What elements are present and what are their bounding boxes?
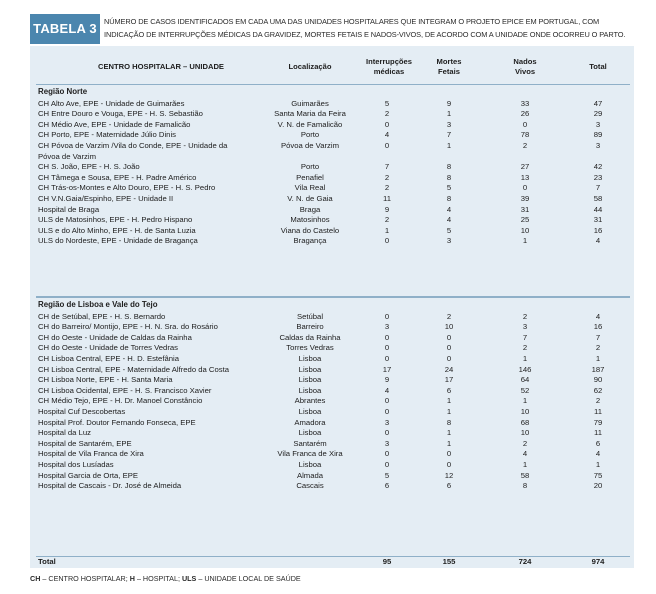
unit-cell: CH Médio Tejo, EPE - H. Dr. Manoel Constâncio (38, 396, 203, 406)
live-births-cell: 2 (522, 311, 528, 321)
unit-cell: CH Lisboa Central, EPE - Maternidade Alfredo da Costa (38, 364, 230, 374)
location-cell: Penafiel (296, 172, 324, 182)
unit-cell: CH Alto Ave, EPE - Unidade de Guimarães (38, 98, 185, 108)
total-cell: 47 (593, 98, 603, 108)
live-births-cell: 10 (520, 407, 530, 416)
live-births-cell: 146 (518, 364, 532, 374)
live-births-cell: 3 (522, 322, 528, 332)
fetal-deaths-cell: 9 (446, 98, 452, 108)
live-births-cell: 39 (520, 194, 530, 203)
location-cell: Santa Maria da Feira (274, 109, 346, 119)
total-cell: 44 (593, 204, 603, 214)
location-cell: Viana do Castelo (280, 225, 340, 235)
fetal-deaths-cell: 1 (446, 438, 452, 448)
unit-cell: Hospital de Vila Franca de Xira (38, 449, 144, 459)
live-births-cell: 68 (520, 417, 530, 427)
fetal-deaths-cell: 10 (444, 322, 454, 332)
fetal-deaths-cell: 1 (446, 396, 452, 406)
col-interruptions: Interrupções médicas (366, 57, 412, 76)
interruptions-cell: 0 (384, 460, 390, 469)
unit-cell: CH Lisboa Norte, EPE - H. Santa Maria (38, 375, 173, 385)
footnote: CH – CENTRO HOSPITALAR; H – HOSPITAL; ULS – UNIDADE LOCAL DE SAÚDE (30, 574, 301, 583)
total-cell: 2 (595, 343, 601, 353)
unit-cell: CH Porto, EPE - Maternidade Júlio Dinis (38, 130, 177, 140)
location-cell: Lisboa (298, 385, 322, 395)
unit-cell: Hospital de Cascais - Dr. José de Almeida (38, 481, 182, 491)
total-cell: 4 (595, 236, 601, 246)
total-cell: 20 (593, 481, 603, 491)
total-fetal-deaths: 155 (442, 557, 456, 566)
fetal-deaths-cell: 3 (446, 119, 452, 129)
interruptions-cell: 0 (384, 396, 390, 406)
live-births-cell: 4 (522, 449, 528, 459)
total-cell: 75 (593, 470, 603, 480)
unit-cell: Hospital Garcia de Orta, EPE (38, 470, 138, 480)
live-births-cell: 26 (520, 109, 530, 119)
live-births-cell: 0 (522, 183, 528, 193)
location-cell: Lisboa (298, 407, 322, 416)
region-divider (36, 296, 630, 298)
interruptions-cell: 2 (384, 215, 390, 225)
unit-cell: Hospital de Santarém, EPE (38, 438, 132, 448)
interruptions-cell: 0 (384, 449, 390, 459)
total-cell: 42 (593, 162, 603, 172)
fetal-deaths-cell: 6 (446, 385, 452, 395)
location-cell: Lisboa (298, 460, 322, 469)
fetal-deaths-cell: 7 (446, 130, 452, 140)
fetal-deaths-cell: 4 (446, 215, 452, 225)
fetal-deaths-cell: 24 (444, 364, 454, 374)
unit-cell: ULS e do Alto Minho, EPE - H. de Santa Luzia (38, 225, 196, 235)
unit-cell: CH Entre Douro e Vouga, EPE - H. S. Sebastião (38, 109, 203, 119)
header-rule (36, 84, 630, 85)
fetal-deaths-cell: 5 (446, 225, 452, 235)
location-cell: Abrantes (294, 396, 326, 406)
table-header (30, 8, 634, 46)
location-cell: Bragança (293, 236, 327, 246)
location-cell: V. N. de Famalicão (277, 119, 343, 129)
live-births-cell: 27 (520, 162, 530, 172)
total-cell: 1 (595, 460, 601, 469)
live-births-cell: 31 (520, 204, 530, 214)
interruptions-cell: 0 (384, 311, 390, 321)
location-cell: Torres Vedras (286, 343, 334, 353)
unit-cell: CH V.N.Gaia/Espinho, EPE - Unidade II (38, 194, 174, 203)
total-cell: 23 (593, 172, 603, 182)
fetal-deaths-cell: 0 (446, 449, 452, 459)
interruptions-cell: 9 (384, 375, 390, 385)
unit-cell: CH do Oeste - Unidade de Torres Vedras (38, 343, 179, 353)
location-cell: Barreiro (296, 322, 324, 332)
column-headers (30, 54, 634, 84)
total-cell: 16 (593, 225, 603, 235)
unit-cell: Hospital Prof. Doutor Fernando Fonseca, EPE (38, 417, 196, 427)
fetal-deaths-cell: 1 (446, 407, 452, 416)
total-label: Total (38, 557, 56, 566)
col-unit: CENTRO HOSPITALAR – UNIDADE (97, 62, 224, 71)
live-births-cell: 33 (520, 98, 530, 108)
total-cell: 4 (595, 449, 601, 459)
total-cell: 31 (593, 215, 603, 225)
location-cell: Lisboa (298, 375, 322, 385)
table-caption: NÚMERO DE CASOS IDENTIFICADOS EM CADA UMA DAS UNIDADES HOSPITALARES QUE INTEGRAM O PROJETO EPICE EM PORTUGAL, COM INDICAÇÃO DE INTERRUPÇÕES MÉDICAS DA GRAVIDEZ, MORTES FETAIS E NADOS-VIVOS, DE ACORDO COM A UNIDADE ONDE OCORREU O PARTO. (104, 17, 626, 39)
location-cell: Caldas da Rainha (279, 332, 341, 342)
live-births-cell: 2 (522, 438, 528, 448)
live-births-cell: 52 (520, 385, 530, 395)
unit-cell-continuation: Póvoa de Varzim (38, 151, 96, 161)
fetal-deaths-cell: 1 (446, 109, 452, 119)
total-cell: 16 (593, 322, 603, 332)
interruptions-cell: 5 (384, 98, 390, 108)
location-cell: Amadora (294, 417, 326, 427)
interruptions-cell: 4 (384, 130, 390, 140)
unit-cell: Hospital de Braga (38, 204, 100, 214)
fetal-deaths-cell: 2 (446, 311, 452, 321)
table-tag: TABELA 3 (30, 14, 100, 44)
interruptions-cell: 0 (384, 141, 390, 150)
interruptions-cell: 5 (384, 470, 390, 480)
total-cell: 29 (593, 109, 603, 119)
total-cell: 79 (593, 417, 603, 427)
interruptions-cell: 0 (384, 119, 390, 129)
interruptions-cell: 0 (384, 343, 390, 353)
location-cell: Santarém (293, 438, 327, 448)
unit-cell: ULS do Nordeste, EPE - Unidade de Bragança (38, 236, 198, 246)
location-cell: Braga (299, 204, 321, 214)
fetal-deaths-cell: 5 (446, 183, 452, 193)
fetal-deaths-cell: 12 (444, 470, 454, 480)
total-cell: 4 (595, 311, 601, 321)
fetal-deaths-cell: 4 (446, 204, 452, 214)
total-cell: 6 (595, 438, 601, 448)
live-births-cell: 10 (520, 225, 530, 235)
location-cell: Cascais (296, 481, 324, 491)
interruptions-cell: 1 (384, 225, 390, 235)
location-cell: Guimarães (291, 98, 329, 108)
interruptions-cell: 9 (384, 204, 390, 214)
unit-cell: ULS de Matosinhos, EPE - H. Pedro Hispano (38, 215, 193, 225)
location-cell: V. N. de Gaia (287, 194, 333, 203)
interruptions-cell: 0 (384, 428, 390, 438)
interruptions-cell: 0 (384, 332, 390, 342)
location-cell: Vila Real (294, 183, 326, 193)
total-interruptions: 95 (382, 557, 392, 566)
location-cell: Porto (300, 162, 320, 172)
interruptions-cell: 4 (384, 385, 390, 395)
live-births-cell: 10 (520, 428, 530, 438)
col-fetal-deaths: Mortes Fetais (436, 57, 462, 76)
fetal-deaths-cell: 8 (446, 162, 452, 172)
region-heading: Região Norte (38, 87, 88, 96)
location-cell: Matosinhos (290, 215, 330, 225)
unit-cell: CH Póvoa de Varzim /Vila do Conde, EPE - Unidade da (38, 141, 228, 150)
total-cell: 3 (595, 141, 601, 150)
unit-cell: CH do Oeste - Unidade de Caldas da Rainha (38, 332, 192, 342)
fetal-deaths-cell: 6 (446, 481, 452, 491)
unit-cell: CH Trás-os-Montes e Alto Douro, EPE - H. S. Pedro (38, 183, 216, 193)
total-cell: 11 (594, 428, 602, 438)
live-births-cell: 0 (522, 119, 528, 129)
location-cell: Porto (300, 130, 320, 140)
fetal-deaths-cell: 0 (446, 460, 452, 469)
location-cell: Vila Franca de Xira (277, 449, 343, 459)
interruptions-cell: 2 (384, 172, 390, 182)
unit-cell: CH Lisboa Central, EPE - H. D. Estefânia (38, 354, 179, 363)
unit-cell: CH do Barreiro/ Montijo, EPE - H. N. Sra. do Rosário (38, 322, 218, 332)
fetal-deaths-cell: 0 (446, 354, 452, 363)
fetal-deaths-cell: 0 (446, 343, 452, 353)
fetal-deaths-cell: 17 (444, 375, 454, 385)
interruptions-cell: 17 (382, 364, 392, 374)
location-cell: Setúbal (296, 311, 324, 321)
live-births-cell: 7 (522, 332, 528, 342)
interruptions-cell: 0 (384, 354, 390, 363)
unit-cell: CH Lisboa Ocidental, EPE - H. S. Francisco Xavier (38, 385, 212, 395)
live-births-cell: 13 (520, 172, 530, 182)
total-cell: 187 (591, 364, 605, 374)
total-cell: 11 (594, 407, 602, 416)
total-cell: 62 (593, 385, 603, 395)
location-cell: Póvoa de Varzim (281, 141, 339, 150)
total-cell: 90 (593, 375, 603, 385)
total-cell: 89 (593, 130, 603, 140)
table-panel (30, 8, 634, 568)
location-cell: Almada (296, 470, 324, 480)
total-cell: 7 (595, 183, 601, 193)
unit-cell: CH de Setúbal, EPE - H. S. Bernardo (38, 311, 166, 321)
live-births-cell: 1 (522, 354, 528, 363)
live-births-cell: 2 (522, 141, 528, 150)
interruptions-cell: 3 (384, 438, 390, 448)
col-location: Localização (288, 62, 332, 71)
live-births-cell: 8 (522, 481, 528, 491)
region-heading: Região de Lisboa e Vale do Tejo (38, 300, 158, 309)
unit-cell: CH S. João, EPE - H. S. João (38, 162, 140, 172)
location-cell: Lisboa (298, 354, 322, 363)
interruptions-cell: 11 (383, 194, 391, 203)
interruptions-cell: 2 (384, 109, 390, 119)
live-births-cell: 64 (520, 375, 530, 385)
fetal-deaths-cell: 8 (446, 417, 452, 427)
interruptions-cell: 7 (384, 162, 390, 172)
location-cell: Lisboa (298, 428, 322, 438)
live-births-cell: 1 (522, 236, 528, 246)
live-births-cell: 25 (520, 215, 530, 225)
total-cell: 58 (593, 194, 603, 203)
live-births-cell: 1 (522, 460, 528, 469)
unit-cell: CH Tâmega e Sousa, EPE - H. Padre Américo (38, 172, 197, 182)
live-births-cell: 78 (520, 130, 530, 140)
col-total: Total (589, 62, 607, 71)
interruptions-cell: 6 (384, 481, 390, 491)
live-births-cell: 1 (522, 396, 528, 406)
interruptions-cell: 2 (384, 183, 390, 193)
unit-cell: Hospital da Luz (38, 428, 91, 438)
unit-cell: CH Médio Ave, EPE - Unidade de Famalicão (38, 119, 191, 129)
interruptions-cell: 3 (384, 417, 390, 427)
unit-cell: Hospital Cuf Descobertas (38, 407, 126, 416)
total-cell: 1 (595, 354, 601, 363)
location-cell: Lisboa (298, 364, 322, 374)
fetal-deaths-cell: 3 (446, 236, 452, 246)
fetal-deaths-cell: 1 (446, 141, 452, 150)
unit-cell: Hospital dos Lusíadas (38, 460, 114, 469)
interruptions-cell: 3 (384, 322, 390, 332)
total-cell: 2 (595, 396, 601, 406)
col-live-births: Nados Vivos (513, 57, 537, 76)
live-births-cell: 2 (522, 343, 528, 353)
total-total: 974 (591, 557, 605, 566)
fetal-deaths-cell: 8 (446, 194, 452, 203)
fetal-deaths-cell: 0 (446, 332, 452, 342)
fetal-deaths-cell: 8 (446, 172, 452, 182)
total-live-births: 724 (518, 557, 532, 566)
live-births-cell: 58 (520, 470, 530, 480)
interruptions-cell: 0 (384, 407, 390, 416)
total-cell: 7 (595, 332, 601, 342)
interruptions-cell: 0 (384, 236, 390, 246)
total-cell: 3 (595, 119, 601, 129)
fetal-deaths-cell: 1 (446, 428, 452, 438)
